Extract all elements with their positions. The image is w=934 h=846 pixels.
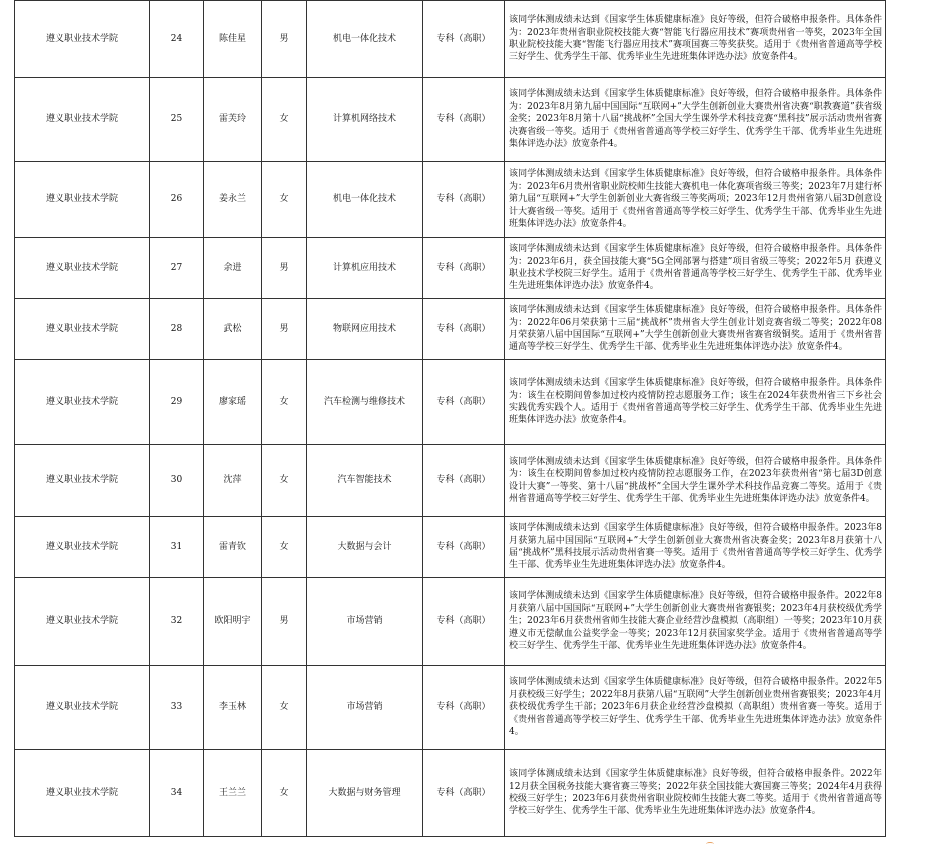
level-cell: 专科（高职） (423, 78, 505, 162)
level-cell: 专科（高职） (423, 360, 505, 445)
description-cell: 该同学体测成绩未达到《国家学生体质健康标准》良好等级，但符合破格申报条件。具体条件为：2022年06月荣获第十三届“挑战杯”贵州省大学生创业计划竞赛省级二等奖；2022年08月荣获第八届中国国际“互联网+”大学生创新创业大赛贵州省赛省级铜奖。适用于《贵州省普通高等学校三好学生、优秀学生干部、优秀毕业生先进班集体评选办法》放宽条件4。 (505, 299, 886, 360)
school-cell: 遵义职业技术学院 (15, 517, 150, 578)
gender-cell: 女 (262, 517, 307, 578)
school-cell: 遵义职业技术学院 (15, 78, 150, 162)
gender-cell: 男 (262, 578, 307, 666)
description-cell: 该同学体测成绩未达到《国家学生体质健康标准》良好等级，但符合破格申报条件。2022年12月获全国税务技能大赛省赛三等奖；2022年获全国技能大赛国赛三等奖；2024年4月获得校级三好学生；2023年6月获贵州省职业院校师生技能大赛二等奖。适用于《贵州省普通高等学校三好学生、优秀学生干部、优秀毕业生先进班集体评选办法》放宽条件4。 (505, 750, 886, 837)
description-cell: 该同学体测成绩未达到《国家学生体质健康标准》良好等级，但符合破格申报条件。具体条件为：该生在校期间曾参加过校内疫情防控志愿服务工作，在2023年获贵州省“第七届3D创意设计大赛”一等奖、第十八届“挑战杯”全国大学生课外学术科技作品竞赛二等奖。适用于《贵州省普通高等学校三好学生、优秀学生干部、优秀毕业生先进班集体评选办法》放宽条件4。 (505, 445, 886, 517)
description-cell: 该同学体测成绩未达到《国家学生体质健康标准》良好等级，但符合破格申报条件。具体条件为：2023年6月，获全国技能大赛“5G全网部署与搭建”项目省级三等奖；2022年5月 获遵义职业技术学校院三好学生。适用于《贵州省普通高等学校三好学生、优秀学生干部、优秀毕业生先进班集体评选办法》放宽条件4。 (505, 238, 886, 299)
number-cell: 27 (150, 238, 204, 299)
student-name-cell: 廖家瑶 (204, 360, 262, 445)
school-cell: 遵义职业技术学院 (15, 1, 150, 78)
description-cell: 该同学体测成绩未达到《国家学生体质健康标准》良好等级，但符合破格申报条件。具体条件为：2023年8月第九届中国国际“互联网+”大学生创新创业大赛贵州省决赛“职教赛道”获省级金奖；2023年8月第十八届“挑战杯”全国大学生课外学术科技竞赛“黑科技”展示活动贵州省赛决赛省级一等奖。适用于《贵州省普通高等学校三好学生、优秀学生干部、优秀毕业生先进班集体评选办法》放宽条件4。 (505, 78, 886, 162)
major-cell: 物联网应用技术 (307, 299, 423, 360)
school-cell: 遵义职业技术学院 (15, 445, 150, 517)
major-cell: 汽车智能技术 (307, 445, 423, 517)
gender-cell: 男 (262, 299, 307, 360)
major-cell: 汽车检测与维修技术 (307, 360, 423, 445)
student-name-cell: 武松 (204, 299, 262, 360)
school-cell: 遵义职业技术学院 (15, 360, 150, 445)
student-name-cell: 姜永兰 (204, 162, 262, 238)
number-cell: 26 (150, 162, 204, 238)
school-cell: 遵义职业技术学院 (15, 238, 150, 299)
level-cell: 专科（高职） (423, 299, 505, 360)
gender-cell: 女 (262, 666, 307, 750)
table-row (15, 578, 886, 666)
description-cell: 该同学体测成绩未达到《国家学生体质健康标准》良好等级，但符合破格申报条件。2023年8月获第九届中国国际“互联网+”大学生创新创业大赛贵州省决赛金奖；2023年8月获第十八届“挑战杯”黑科技展示活动贵州省赛一等奖。适用于《贵州省普通高等学校三好学生、优秀学生干部、优秀毕业生先进班集体评选办法》放宽条件4。 (505, 517, 886, 578)
number-cell: 29 (150, 360, 204, 445)
gender-cell: 女 (262, 360, 307, 445)
level-cell: 专科（高职） (423, 238, 505, 299)
gender-cell: 女 (262, 750, 307, 837)
student-name-cell: 陈佳星 (204, 1, 262, 78)
number-cell: 30 (150, 445, 204, 517)
table-row (15, 445, 886, 517)
description-cell: 该同学体测成绩未达到《国家学生体质健康标准》良好等级，但符合破格申报条件。2022年8月获第八届中国国际“互联网+”大学生创新创业大赛贵州省赛银奖；2023年4月获校级优秀学生；2023年6月获贵州省师生技能大赛企业经营沙盘模拟（高职组）一等奖；2023年10月获遵义市无偿献血公益奖学金一等奖；2023年12月获国家奖学金。适用于《贵州省普通高等学校三好学生、优秀学生干部、优秀毕业生先进班集体评选办法》放宽条件4。 (505, 578, 886, 666)
number-cell: 34 (150, 750, 204, 837)
student-name-cell: 雷青钦 (204, 517, 262, 578)
table-row (15, 238, 886, 299)
gender-cell: 女 (262, 162, 307, 238)
number-cell: 32 (150, 578, 204, 666)
major-cell: 市场营销 (307, 578, 423, 666)
student-name-cell: 雷芙玲 (204, 78, 262, 162)
student-name-cell: 李玉林 (204, 666, 262, 750)
major-cell: 机电一体化技术 (307, 1, 423, 78)
number-cell: 25 (150, 78, 204, 162)
number-cell: 24 (150, 1, 204, 78)
description-cell: 该同学体测成绩未达到《国家学生体质健康标准》良好等级，但符合破格申报条件。具体条件为：2023年6月贵州省职业院校师生技能大赛机电一体化赛项省级三等奖；2023年7月建行杯第九届“互联网+”大学生创新创业大赛省级三等奖两项；2023年12月贵州省第八届3D创意设计大赛省级一等奖。适用于《贵州省普通高等学校三好学生、优秀学生干部、优秀毕业生先进班集体评选办法》放宽条件4。 (505, 162, 886, 238)
number-cell: 33 (150, 666, 204, 750)
student-name-cell: 欧阳明宇 (204, 578, 262, 666)
level-cell: 专科（高职） (423, 750, 505, 837)
school-cell: 遵义职业技术学院 (15, 578, 150, 666)
major-cell: 大数据与会计 (307, 517, 423, 578)
table-row (15, 750, 886, 837)
level-cell: 专科（高职） (423, 1, 505, 78)
student-name-cell: 沈萍 (204, 445, 262, 517)
level-cell: 专科（高职） (423, 445, 505, 517)
number-cell: 31 (150, 517, 204, 578)
major-cell: 机电一体化技术 (307, 162, 423, 238)
student-name-cell: 余进 (204, 238, 262, 299)
table-row (15, 1, 886, 78)
school-cell: 遵义职业技术学院 (15, 666, 150, 750)
level-cell: 专科（高职） (423, 162, 505, 238)
gender-cell: 女 (262, 78, 307, 162)
major-cell: 市场营销 (307, 666, 423, 750)
description-cell: 该同学体测成绩未达到《国家学生体质健康标准》良好等级，但符合破格申报条件。具体条件为：2023年贵州省职业院校技能大赛“智能飞行器应用技术”赛项贵州省一等奖，2023年全国职业院校技能大赛“智能飞行器应用技术”赛项国赛三等奖获奖。适用于《贵州省普通高等学校三好学生、优秀学生干部、优秀毕业生先进班集体评选办法》放宽条件4。 (505, 1, 886, 78)
major-cell: 计算机应用技术 (307, 238, 423, 299)
table-row (15, 360, 886, 445)
level-cell: 专科（高职） (423, 517, 505, 578)
table-row (15, 666, 886, 750)
description-cell: 该同学体测成绩未达到《国家学生体质健康标准》良好等级，但符合破格申报条件。具体条件为：该生在校期间曾参加过校内疫情防控志愿服务工作；该生在2024年获贵州省三下乡社会实践优秀实践个人。适用于《贵州省普通高等学校三好学生、优秀学生干部、优秀毕业生先进班集体评选办法》放宽条件4。 (505, 360, 886, 445)
school-cell: 遵义职业技术学院 (15, 299, 150, 360)
table-row (15, 517, 886, 578)
number-cell: 28 (150, 299, 204, 360)
major-cell: 大数据与财务管理 (307, 750, 423, 837)
gender-cell: 男 (262, 238, 307, 299)
school-cell: 遵义职业技术学院 (15, 750, 150, 837)
table-row (15, 299, 886, 360)
major-cell: 计算机网络技术 (307, 78, 423, 162)
table-row (15, 78, 886, 162)
description-cell: 该同学体测成绩未达到《国家学生体质健康标准》良好等级，但符合破格申报条件。2022年5月获校级三好学生；2022年8月获第八届“互联网”大学生创新创业贵州省赛银奖；2023年4月获校级优秀学生干部；2023年6月获企业经营沙盘模拟（高职组）贵州省赛一等奖。适用于《贵州省普通高等学校三好学生、优秀学生干部、优秀毕业生先进班集体评选办法》放宽条件4。 (505, 666, 886, 750)
gender-cell: 女 (262, 445, 307, 517)
ink-mark (706, 842, 714, 846)
table-row (15, 162, 886, 238)
school-cell: 遵义职业技术学院 (15, 162, 150, 238)
gender-cell: 男 (262, 1, 307, 78)
level-cell: 专科（高职） (423, 578, 505, 666)
student-name-cell: 王兰兰 (204, 750, 262, 837)
nomination-table (14, 0, 886, 837)
level-cell: 专科（高职） (423, 666, 505, 750)
